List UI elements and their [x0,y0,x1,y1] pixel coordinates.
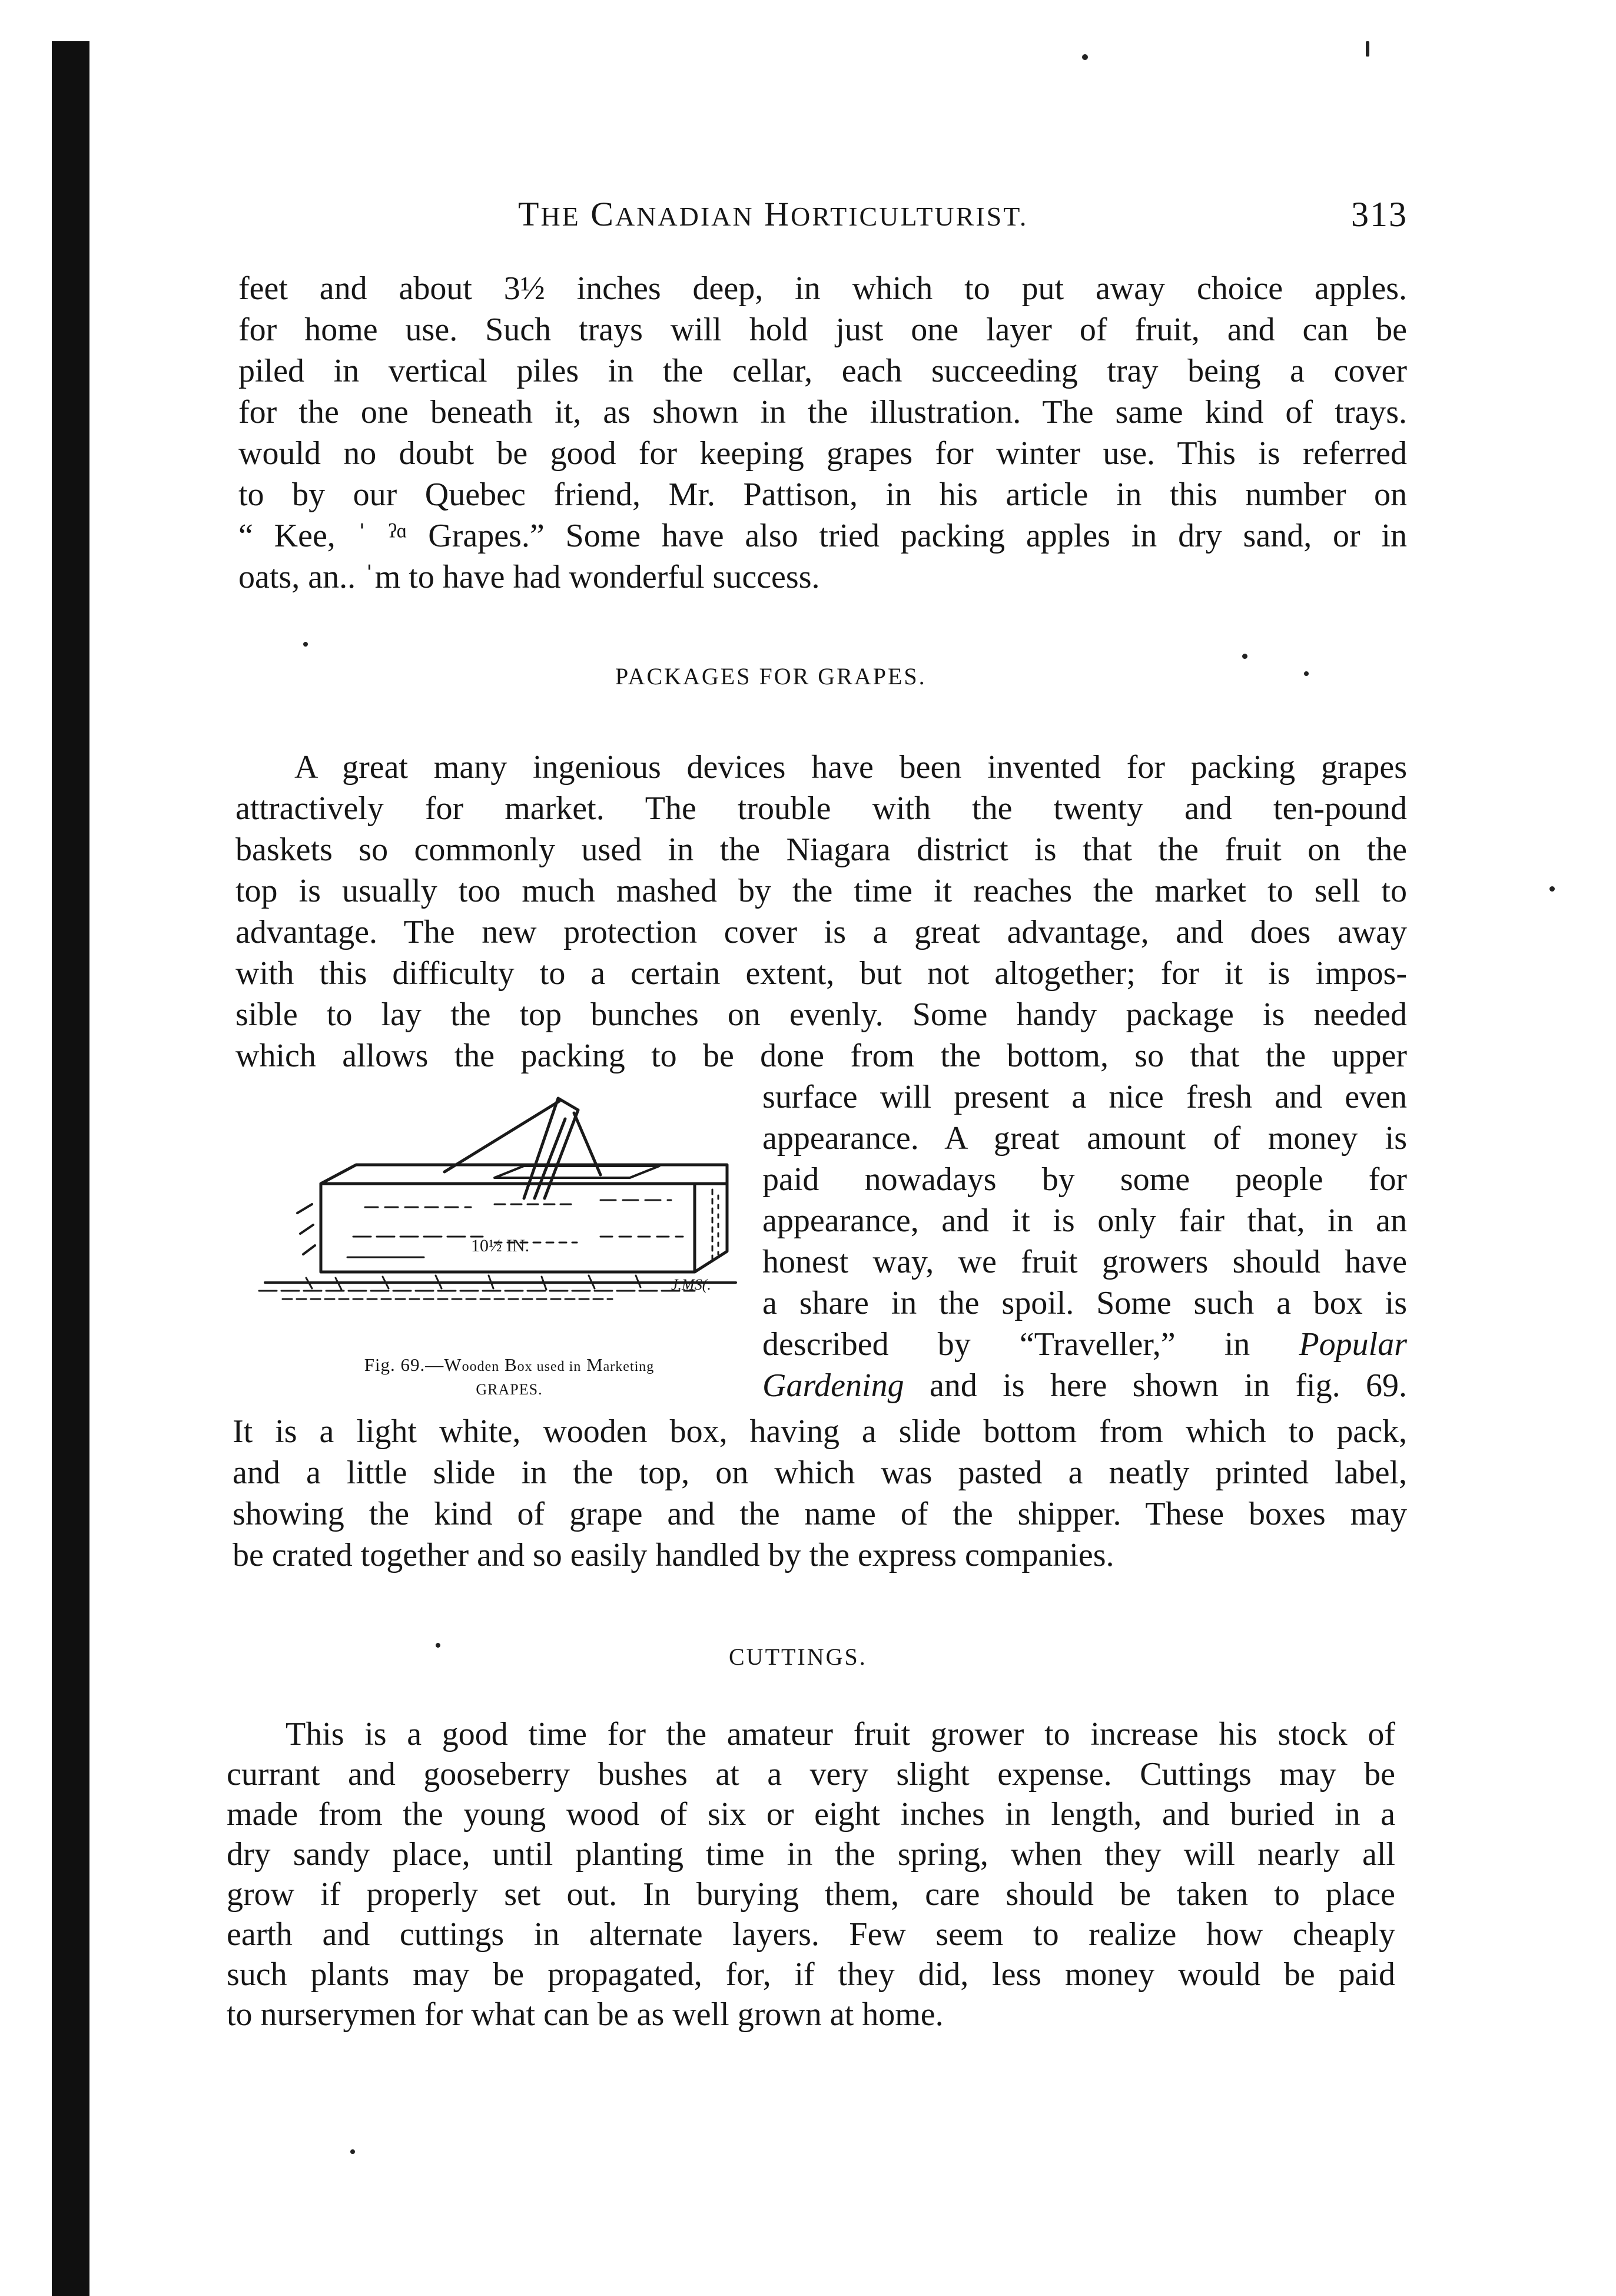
speck [350,2149,355,2154]
intro-line: would no doubt be good for keeping grapes for winter use. This is referred [238,435,1407,472]
paragraph-line: top is usually too much mashed by the time it reaches the market to sell to [235,873,1407,909]
paragraph-line: currant and gooseberry bushes at a very slight expense. Cuttings may be [227,1756,1395,1793]
paragraph-line: This is a good time for the amateur fruit grower to increase his stock of [286,1716,1395,1752]
paragraph-line: with this difficulty to a certain extent, but not altogether; for it is impos- [235,955,1407,992]
paragraph-line: A great many ingenious devices have been invented for packing grapes [294,749,1407,786]
paragraph-line: attractively for market. The trouble with the twenty and ten-pound [235,790,1407,827]
paragraph-line: grow if properly set out. In burying them, care should be taken to place [227,1876,1395,1913]
section-heading: PACKAGES FOR GRAPES. [615,663,927,690]
wrap-line: honest way, we fruit growers should have [762,1244,1407,1280]
wrap-line: paid nowadays by some people for [762,1161,1407,1198]
wrap-line: described by “Traveller,” in Popular [762,1326,1407,1363]
italic-title: Popular [1299,1326,1407,1363]
intro-line: feet and about 3½ inches deep, in which to put away choice apples. [238,270,1407,307]
paragraph-line: sible to lay the top bunches on evenly. Some handy package is needed [235,996,1407,1033]
paragraph-line: earth and cuttings in alternate layers. Few seem to realize how cheaply [227,1916,1395,1953]
italic-title: Gardening [762,1367,904,1404]
wooden-box-figure [247,1095,765,1343]
speck [303,642,308,647]
wrap-line: a share in the spoil. Some such a box is [762,1285,1407,1321]
intro-line: oats, an.. ˈm to have had wonderful success. [238,559,820,595]
figure-caption: Fig. 69.—Wooden Box used in Marketing [364,1354,655,1375]
intro-line: to by our Quebec friend, Mr. Pattison, in his article in this number on [238,476,1407,513]
intro-line: “ Kee, ˈ ˀᵅ Grapes.” Some have also tried packing apples in dry sand, or in [238,518,1407,554]
paragraph-line: baskets so commonly used in the Niagara district is that the fruit on the [235,831,1407,868]
paragraph-line: showing the kind of grape and the name of the shipper. These boxes may [233,1496,1407,1532]
wrap-line: appearance. A great amount of money is [762,1120,1407,1157]
running-head: THE CANADIAN HORTICULTURIST. [518,195,1028,233]
paragraph-line: such plants may be propagated, for, if they did, less money would be paid [227,1956,1395,1993]
page-number: 313 [1351,195,1408,234]
speck [1082,54,1088,60]
section-heading: CUTTINGS. [729,1644,867,1670]
paragraph-line: be crated together and so easily handled by the express companies. [233,1537,1114,1573]
speck [1366,41,1369,57]
intro-line: for the one beneath it, as shown in the illustration. The same kind of trays. [238,394,1407,430]
figure-caption-line2: GRAPES. [476,1381,543,1398]
paragraph-line: and a little slide in the top, on which was pasted a neatly printed label, [233,1455,1407,1491]
speck [436,1643,440,1648]
intro-line: piled in vertical piles in the cellar, each succeeding tray being a cover [238,353,1407,389]
speck [1549,886,1555,892]
intro-line: for home use. Such trays will hold just one layer of fruit, and can be [238,312,1407,348]
paragraph-line: which allows the packing to be done from the bottom, so that the upper [235,1038,1407,1074]
binding-edge [52,41,89,2296]
paragraph-line: It is a light white, wooden box, having a slide bottom from which to pack, [233,1413,1407,1450]
wrap-line: surface will present a nice fresh and even [762,1079,1407,1115]
speck [1242,654,1247,659]
engraver-signature: J.MS(. [671,1276,711,1293]
paragraph-line: to nurserymen for what can be as well grown at home. [227,1996,944,2033]
wrap-line: Gardening and is here shown in fig. 69. [762,1367,1407,1404]
wrap-line: appearance, and it is only fair that, in an [762,1202,1407,1239]
paragraph-line: advantage. The new protection cover is a great advantage, and does away [235,914,1407,950]
dimension-label: 10½ IN. [471,1236,530,1255]
speck [1304,671,1309,676]
paragraph-line: made from the young wood of six or eight inches in length, and buried in a [227,1796,1395,1833]
paragraph-line: dry sandy place, until planting time in the spring, when they will nearly all [227,1836,1395,1873]
